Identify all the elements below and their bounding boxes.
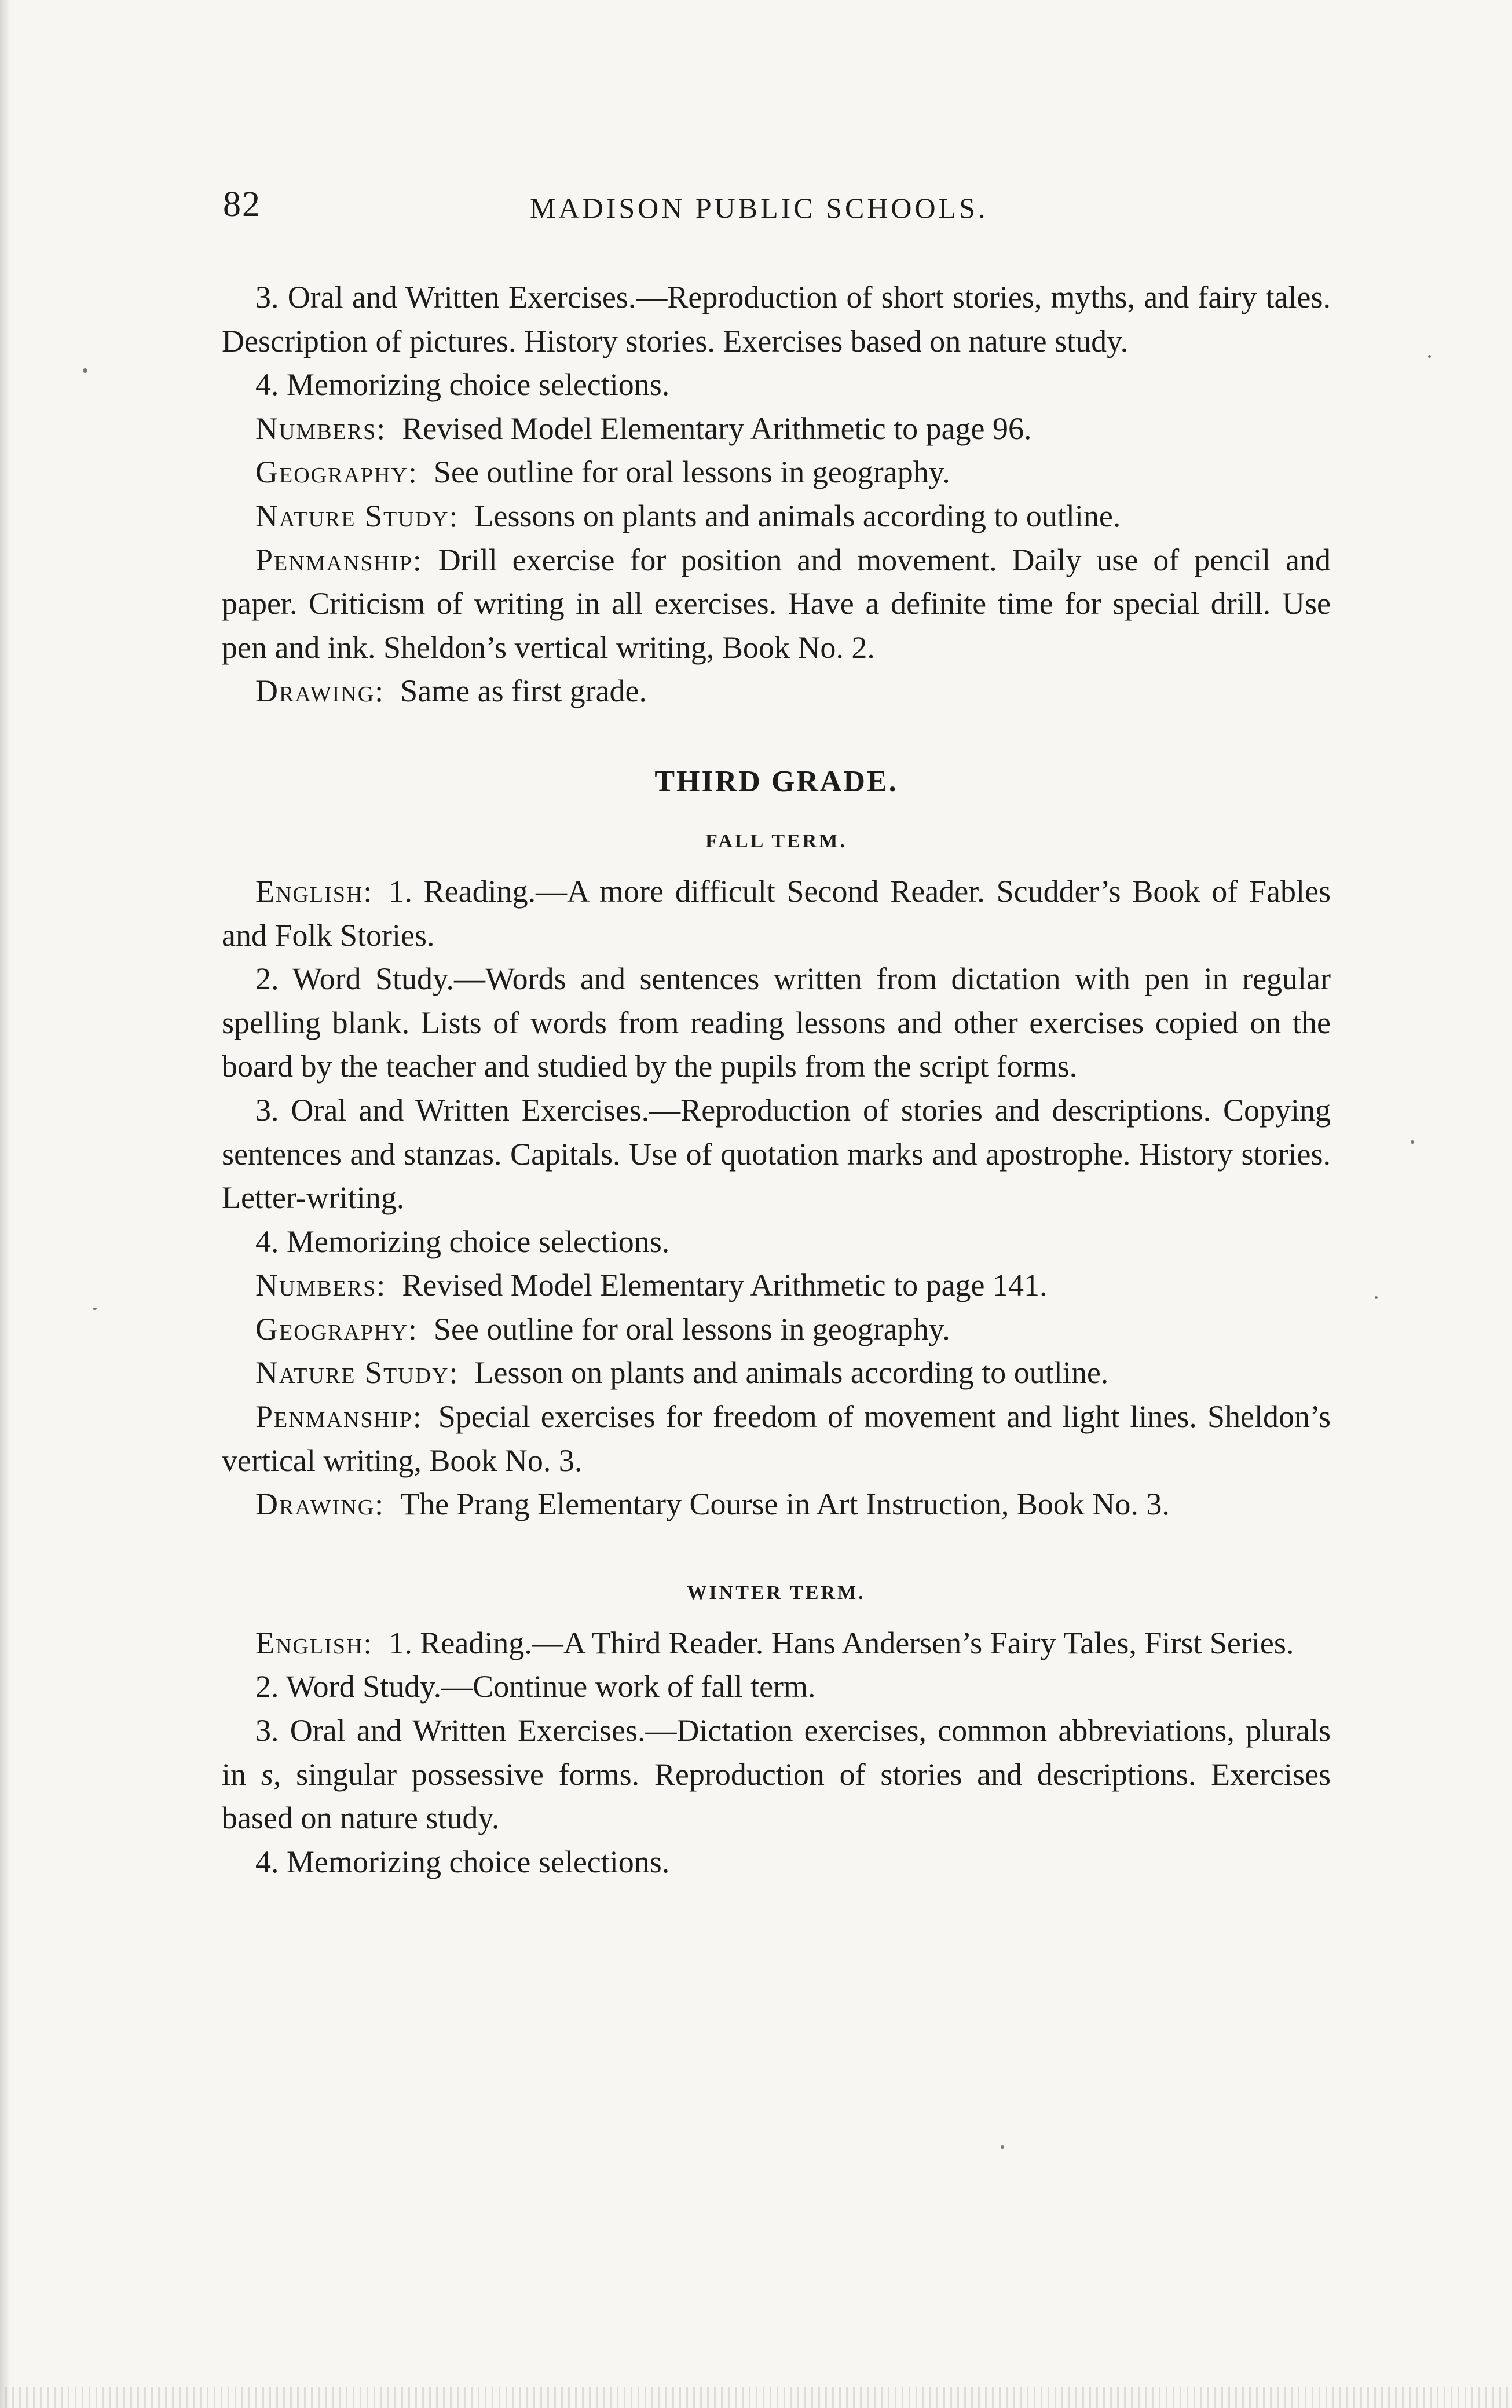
spacer bbox=[222, 862, 1331, 870]
paragraph-memorizing: 4. Memorizing choice selections. bbox=[255, 1224, 670, 1259]
section-label: Drawing: bbox=[255, 1487, 385, 1522]
section-text: Same as first grade. bbox=[400, 674, 647, 709]
paragraph-geography bbox=[222, 1308, 1331, 1352]
section-label: Drawing: bbox=[255, 674, 385, 709]
third-grade-heading: THIRD GRADE. bbox=[654, 764, 898, 798]
page-left-edge-shadow bbox=[0, 0, 10, 2408]
section-text: Drill exercise for position and movement. Daily use of pencil and paper. Criticism of writing in all exercises. Have a definite time for special drill. Use pen and ink. Sheldon’s vertical writing, Book No. 2. bbox=[222, 542, 1331, 665]
scan-speck bbox=[93, 1308, 97, 1310]
section-label: English: bbox=[255, 873, 374, 909]
paragraph-drawing bbox=[222, 669, 1331, 713]
scan-speck bbox=[1428, 355, 1431, 358]
paragraph-penmanship bbox=[222, 539, 1331, 670]
paragraph-numbers bbox=[222, 407, 1331, 451]
section-text: Lessons on plants and animals according to outline. bbox=[474, 498, 1121, 533]
section-label: Geography: bbox=[255, 1311, 418, 1346]
paragraph-english-reading bbox=[222, 1622, 1331, 1666]
paragraph-text: 3. Oral and Written Exercises.—Dictation exercises, common abbreviations, plurals in bbox=[222, 1713, 1331, 1792]
section-text: See outline for oral lessons in geography. bbox=[433, 455, 950, 490]
paragraph-oral-written-exercises: 3. Oral and Written Exercises.—Reproduction of short stories, myths, and fairy tales. Description of pictures. History stories. Exercises based on nature study. bbox=[222, 280, 1331, 358]
section-text: The Prang Elementary Course in Art Instruction, Book No. 3. bbox=[400, 1487, 1170, 1522]
spacer bbox=[222, 1613, 1331, 1622]
section-text: Revised Model Elementary Arithmetic to page 96. bbox=[402, 411, 1032, 446]
scan-speck bbox=[1411, 1140, 1414, 1144]
scan-speck bbox=[83, 368, 87, 373]
paragraph-nature-study bbox=[222, 1351, 1331, 1395]
section-label: Numbers: bbox=[255, 411, 387, 446]
paragraph-memorizing: 4. Memorizing choice selections. bbox=[255, 1844, 670, 1879]
section-text: 1. Reading.—A more difficult Second Reader. Scudder’s Book of Fables and Folk Stories. bbox=[222, 873, 1331, 953]
scan-speck bbox=[1375, 1296, 1378, 1299]
section-text: See outline for oral lessons in geography. bbox=[433, 1311, 950, 1346]
winter-term-heading: WINTER TERM. bbox=[687, 1582, 866, 1604]
spacer bbox=[222, 713, 1331, 760]
running-head: MADISON PUBLIC SCHOOLS. bbox=[530, 192, 989, 224]
section-label: Numbers: bbox=[255, 1268, 387, 1303]
paragraph-oral-written-exercises: 3. Oral and Written Exercises.—Reproduction of stories and descriptions. Copying sentences and stanzas. Capitals. Use of quotation marks and apostrophe. History stories. Letter-writing. bbox=[222, 1092, 1331, 1216]
section-label: Nature Study: bbox=[255, 498, 459, 533]
section-label: Penmanship: bbox=[255, 542, 423, 577]
paragraph-word-study: 2. Word Study.—Continue work of fall term. bbox=[255, 1669, 816, 1704]
paragraph-oral-written-exercises bbox=[222, 1709, 1331, 1840]
paragraph-penmanship bbox=[222, 1395, 1331, 1483]
section-label: Penmanship: bbox=[255, 1399, 423, 1434]
section-text: Lesson on plants and animals according to outline. bbox=[474, 1355, 1109, 1390]
section-text: 1. Reading.—A Third Reader. Hans Andersen’s Fairy Tales, First Series. bbox=[389, 1625, 1294, 1660]
section-text: Special exercises for freedom of movement and light lines. Sheldon’s vertical writing, Book No. 3. bbox=[222, 1399, 1331, 1478]
italic-letter: s bbox=[261, 1756, 273, 1792]
body-text bbox=[222, 276, 1331, 1884]
paragraph-word-study: 2. Word Study.—Words and sentences written from dictation with pen in regular spelling blank. Lists of words from reading lessons and other exercises copied on the board by the teacher and studied by the pupils from the script forms. bbox=[222, 961, 1331, 1084]
paragraph-drawing bbox=[222, 1483, 1331, 1527]
section-text: Revised Model Elementary Arithmetic to page 141. bbox=[402, 1268, 1048, 1303]
section-label: Geography: bbox=[255, 455, 418, 490]
paragraph-text: , singular possessive forms. Reproduction of stories and descriptions. Exercises based on nature study. bbox=[222, 1756, 1331, 1836]
section-label: Nature Study: bbox=[255, 1355, 459, 1390]
paragraph-geography bbox=[222, 451, 1331, 495]
section-label: English: bbox=[255, 1625, 374, 1660]
paragraph-english-reading bbox=[222, 870, 1331, 957]
paragraph-nature-study bbox=[222, 495, 1331, 539]
page-header bbox=[223, 184, 1329, 236]
scan-bottom-noise bbox=[0, 2387, 1512, 2408]
paragraph-numbers bbox=[222, 1264, 1331, 1308]
paragraph-memorizing: 4. Memorizing choice selections. bbox=[255, 367, 670, 402]
fall-term-heading: FALL TERM. bbox=[705, 830, 847, 852]
page-number: 82 bbox=[223, 185, 261, 224]
spacer bbox=[222, 804, 1331, 821]
scan-speck bbox=[1001, 2145, 1004, 2149]
spacer bbox=[222, 1527, 1331, 1573]
